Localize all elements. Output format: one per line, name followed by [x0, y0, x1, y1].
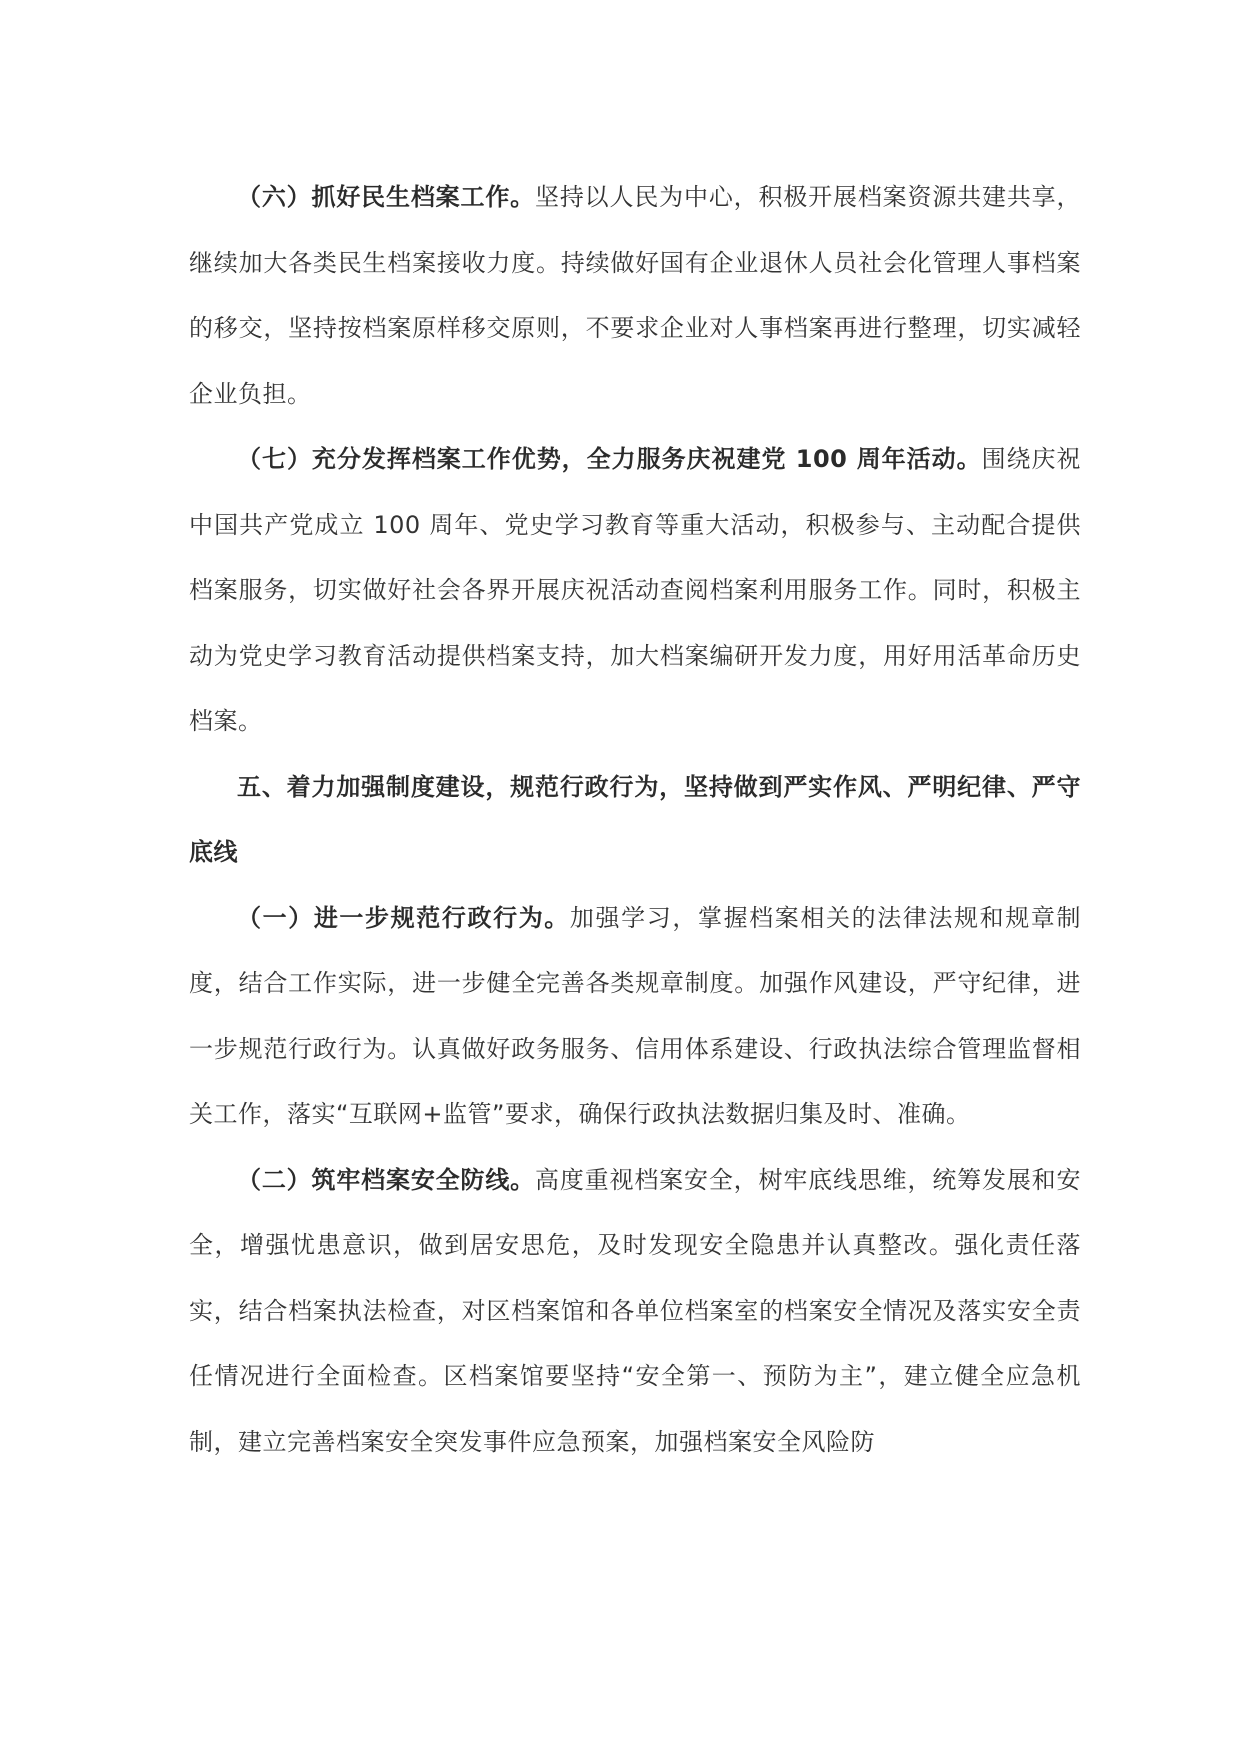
- document-body: [189, 165, 1081, 1475]
- paragraph-body: 围绕庆祝中国共产党成立 100 周年、党史学习教育等重大活动，积极参与、主动配合提供档案服务，切实做好社会各界开展庆祝活动查阅档案利用服务工作。同时，积极主动为党史学习教育活动提供档案支持，加大档案编研开发力度，用好用活革命历史档案。: [189, 445, 1082, 735]
- section-heading-five: 五、着力加强制度建设，规范行政行为，坚持做到严实作风、严明纪律、严守底线: [189, 772, 1081, 866]
- paragraph-livelihood-archives: [189, 165, 1081, 427]
- paragraph-party-centenary: [189, 427, 1081, 755]
- paragraph-archive-security: [189, 1148, 1081, 1476]
- paragraph-lead: （六）抓好民生档案工作。: [237, 183, 535, 211]
- paragraph-body: 坚持以人民为中心，积极开展档案资源共建共享，继续加大各类民生档案接收力度。持续做好国有企业退休人员社会化管理人事档案的移交，坚持按档案原样移交原则，不要求企业对人事档案再进行整理，切实减轻企业负担。: [189, 183, 1081, 408]
- paragraph-body: 加强学习，掌握档案相关的法律法规和规章制度，结合工作实际，进一步健全完善各类规章制度。加强作风建设，严守纪律，进一步规范行政行为。认真做好政务服务、信用体系建设、行政执法综合管理监督相关工作，落实“互联网+监管”要求，确保行政执法数据归集及时、准确。: [189, 903, 1081, 1128]
- paragraph-lead: （二）筑牢档案安全防线。: [237, 1165, 535, 1194]
- paragraph-administrative-conduct: [189, 886, 1081, 1148]
- paragraph-lead: （七）充分发挥档案工作优势，全力服务庆祝建党 100 周年活动。: [237, 445, 982, 473]
- paragraph-lead: （一）进一步规范行政行为。: [237, 903, 570, 932]
- paragraph-body: 高度重视档案安全，树牢底线思维，统筹发展和安全，增强忧患意识，做到居安思危，及时发现安全隐患并认真整改。强化责任落实，结合档案执法检查，对区档案馆和各单位档案室的档案安全情况及落实安全责任情况进行全面检查。区档案馆要坚持“安全第一、预防为主”，建立健全应急机制，建立完善档案安全突发事件应急预案，加强档案安全风险防: [189, 1165, 1081, 1456]
